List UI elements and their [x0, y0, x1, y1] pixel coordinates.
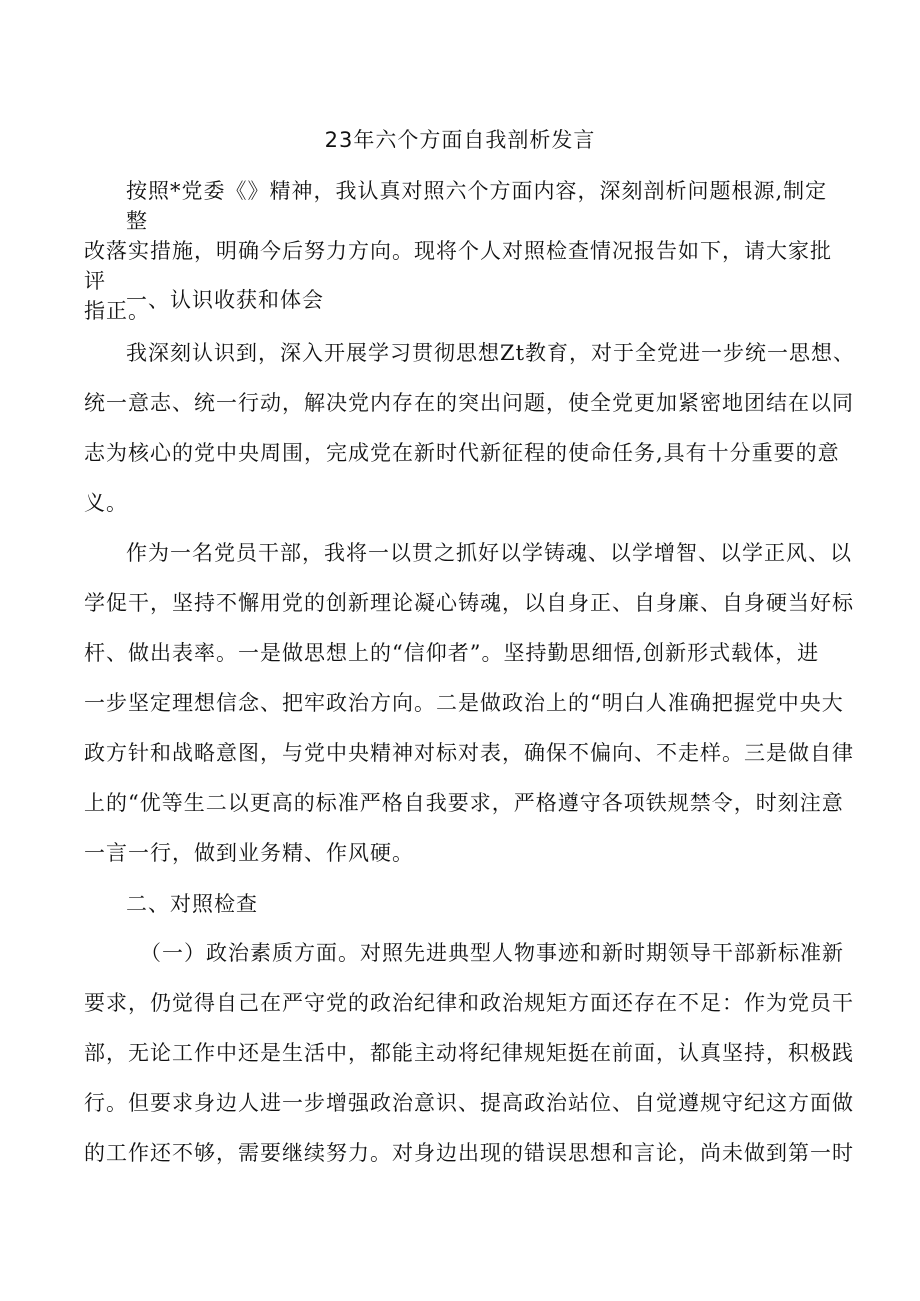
paragraph-line: 部，无论工作中还是生活中，都能主动将纪律规矩挺在前面，认真坚持，积极践: [84, 1041, 854, 1065]
intro-line: 按照*党委《》精神，我认真对照六个方面内容，深刻剖析问题根源,制定整: [126, 179, 828, 233]
paragraph-line: 上的“优等生二以更高的标准严格自我要求，严格遵守各项铁规禁令，时刻注意: [84, 791, 844, 815]
paragraph-line: 的工作还不够，需要继续努力。对身边出现的错误思想和言论，尚未做到第一时: [84, 1141, 854, 1165]
paragraph-line: 志为核心的党中央周围，完成党在新时代新征程的使命任务,具有十分重要的意: [84, 441, 840, 465]
section-heading-2: [84, 888, 844, 918]
paragraph-line: 要求，仍觉得自己在严守党的政治纪律和政治规矩方面还存在不足：作为党员干: [84, 991, 854, 1015]
paragraph-line: 统一意志、统一行动，解决党内存在的突出问题，使全党更加紧密地团结在以同: [84, 391, 854, 415]
paragraph-line: 学促干，坚持不懈用党的创新理论凝心铸魂，以自身正、自身廉、自身硬当好标: [84, 591, 854, 615]
paragraph-line: 行。但要求身边人进一步增强政治意识、提高政治站位、自觉遵规守纪这方面做: [84, 1091, 854, 1115]
paragraph-line: 一言一行，做到业务精、作风硬。: [84, 841, 414, 865]
intro-line: 改落实措施，明确今后努力方向。现将个人对照检查情况报告如下，请大家批评: [84, 239, 832, 293]
paragraph-line: 作为一名党员干部，我将一以贯之抓好以学铸魂、以学增智、以学正风、以: [126, 541, 852, 565]
document-title: 23年六个方面自我剖析发言: [324, 128, 596, 152]
paragraph-1: [84, 328, 856, 528]
intro-line: 指正。: [84, 299, 150, 323]
paragraph-3: [84, 928, 854, 1178]
heading-2-text: 二、对照检查: [126, 892, 258, 916]
paragraph-line: 一步坚定理想信念、把牢政治方向。二是做政治上的“明白人准确把握党中央大: [84, 691, 844, 715]
section-heading-1: [84, 284, 844, 314]
heading-1-text: 一、认识收获和体会: [126, 288, 324, 312]
paragraph-line: 杆、做出表率。一是做思想上的“信仰者”。坚持勤思细悟,创新形式载体，进: [84, 641, 820, 665]
paragraph-line: 我深刻认识到，深入开展学习贯彻思想Zt教育，对于全党进一步统一思想、: [126, 341, 856, 365]
paragraph-line: （一）政治素质方面。对照先进典型人物事迹和新时期领导干部新标准新: [140, 941, 844, 965]
paragraph-line: 义。: [84, 491, 128, 515]
paragraph-2: [84, 528, 854, 878]
paragraph-line: 政方针和战略意图，与党中央精神对标对表，确保不偏向、不走样。三是做自律: [84, 741, 854, 765]
